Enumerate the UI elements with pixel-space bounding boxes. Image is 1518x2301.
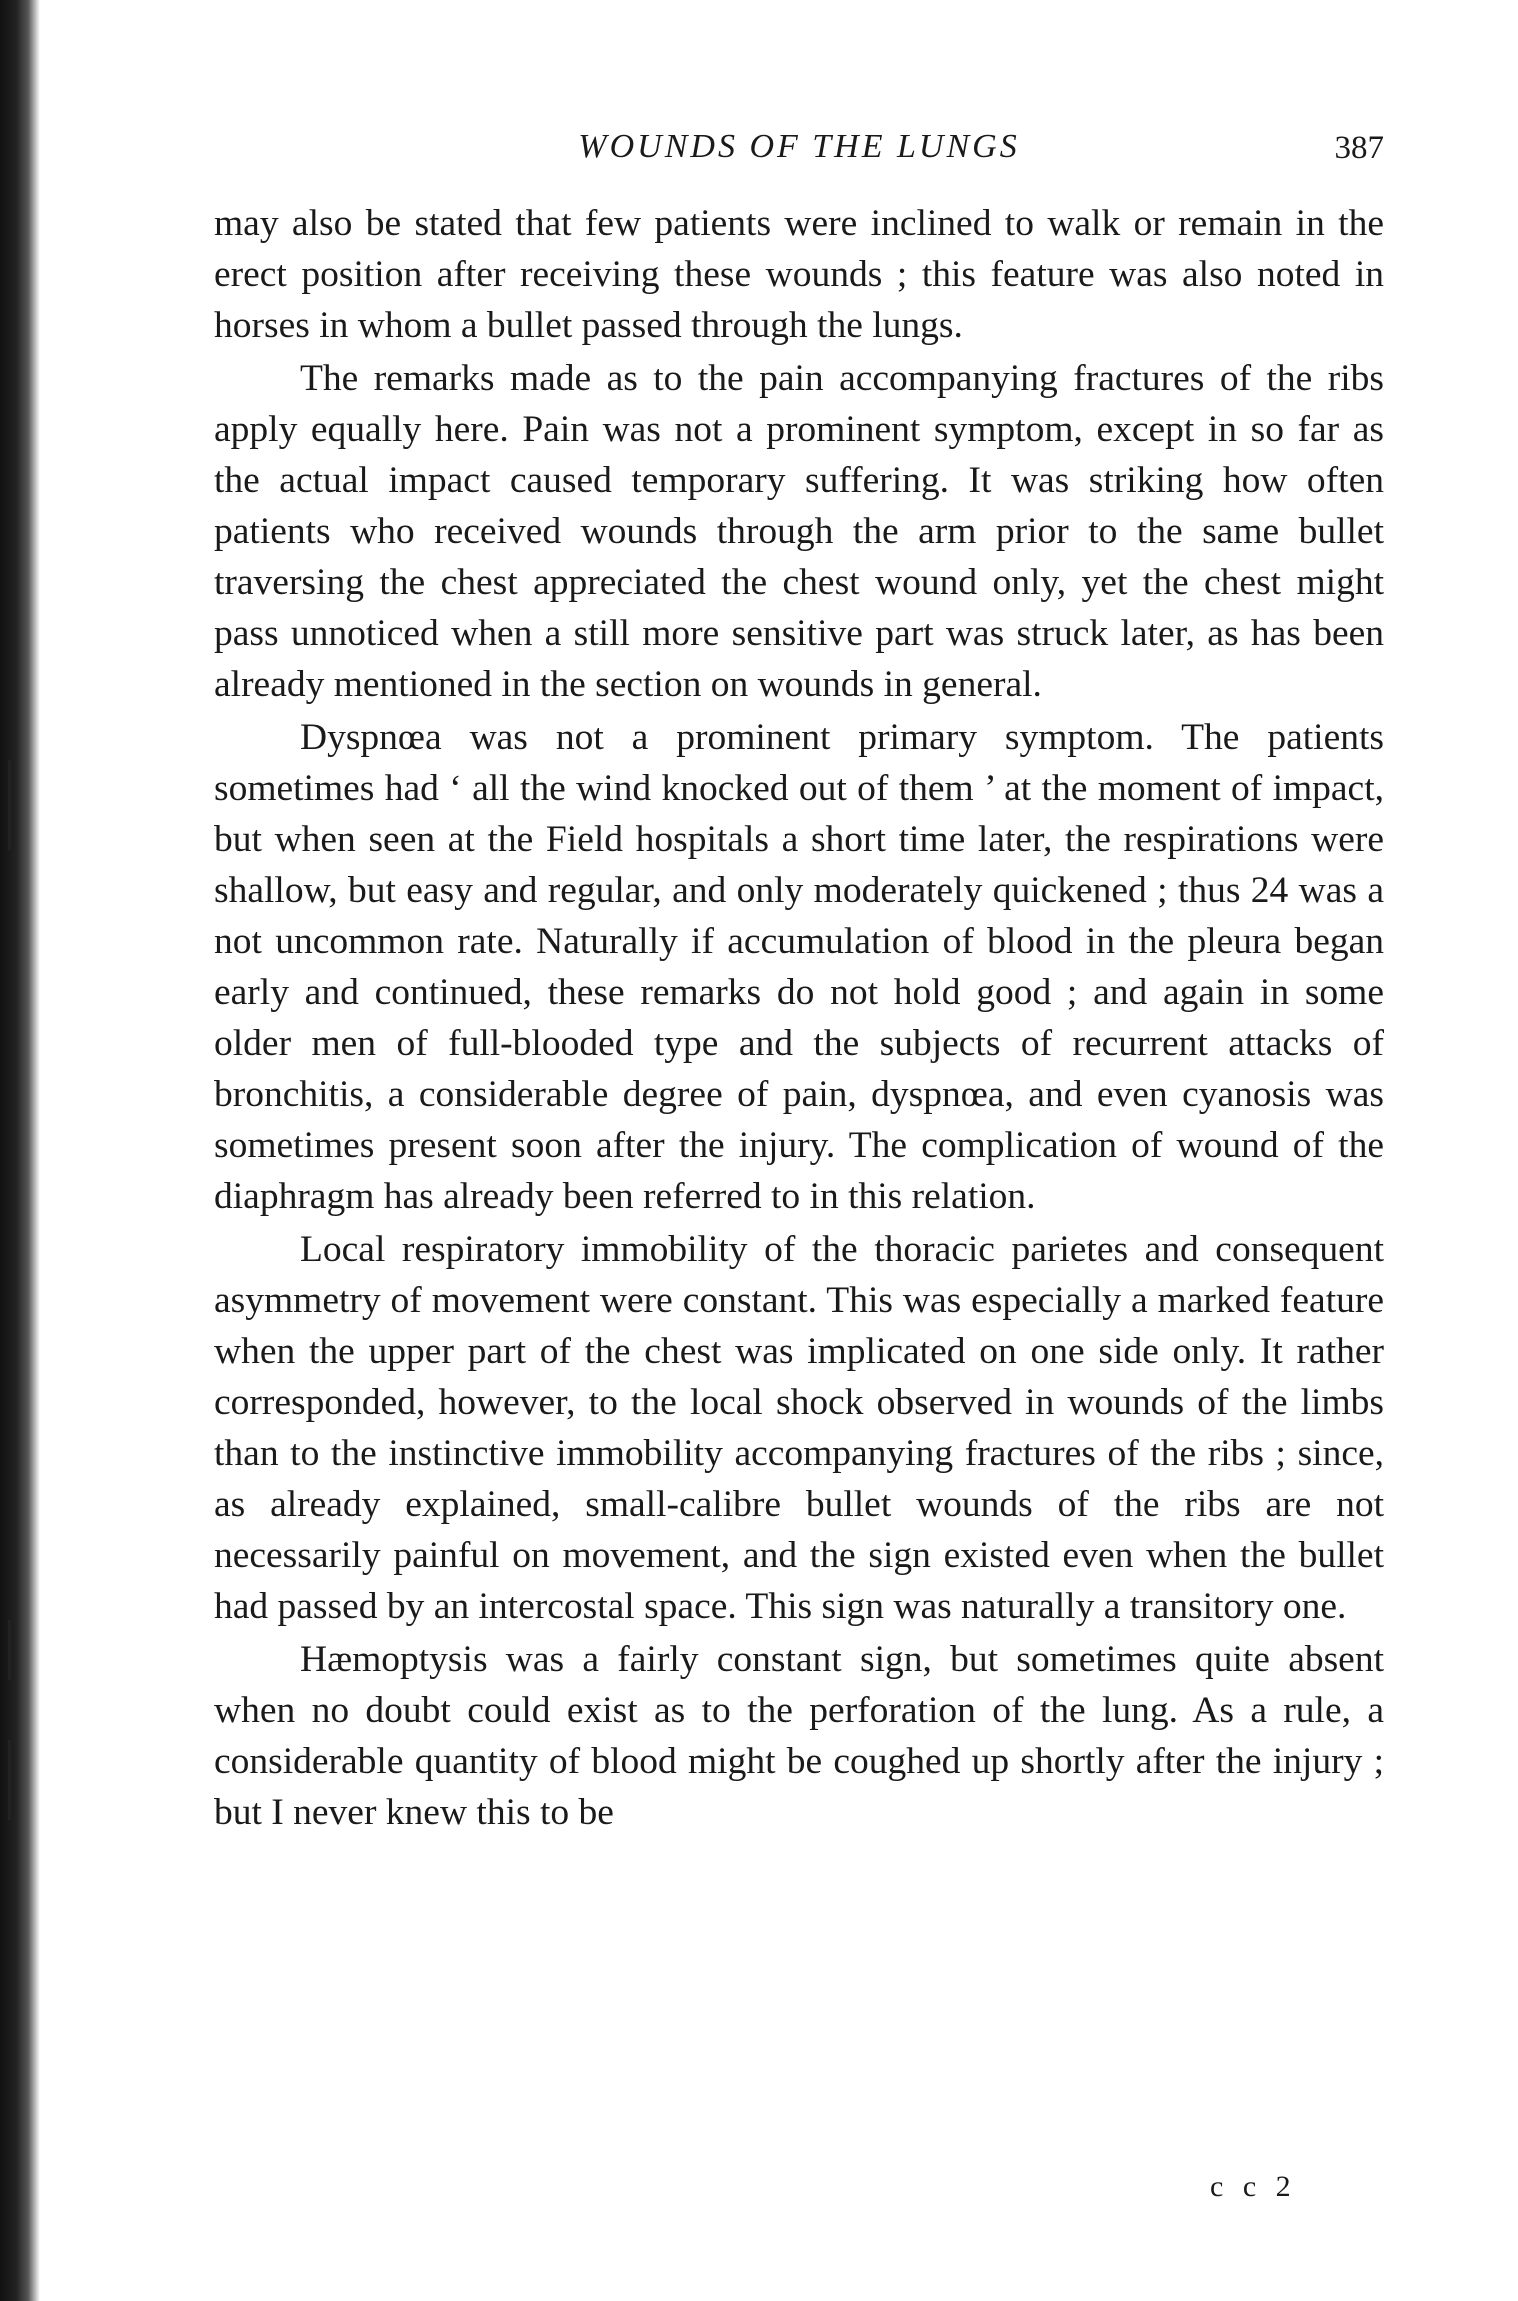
paragraph: Dyspnœa was not a prominent primary symptom. The patients sometimes had ‘ all the wind knocked out of them ’ at the moment of impact, but when seen at the Field hospitals a short time later, the respirations were shallow, but easy and regular, and only moderately quickened ; thus 24 was a not uncommon rate. Naturally if accumulation of blood in the pleura began early and continued, these remarks do not hold good ; and again in some older men of full-blooded type and the subjects of recurrent attacks of bronchitis, a considerable degree of pain, dyspnœa, and even cyanosis was sometimes present soon after the injury. The complication of wound of the diaphragm has already been referred to in this relation. bbox=[214, 717, 1384, 1217]
page-number: 387 bbox=[1334, 130, 1384, 166]
page-binding-edge bbox=[0, 0, 40, 2301]
book-page bbox=[214, 118, 1384, 1838]
running-title: WOUNDS OF THE LUNGS bbox=[578, 128, 1020, 165]
page-header bbox=[214, 118, 1384, 178]
signature-mark: c c 2 bbox=[1210, 2170, 1297, 2203]
binding-mark bbox=[8, 1740, 11, 1820]
binding-mark bbox=[8, 760, 11, 850]
body-text bbox=[214, 198, 1384, 1838]
paragraph: Local respiratory immobility of the thoracic parietes and consequent asymmetry of movement were constant. This was especially a marked feature when the upper part of the chest was implicated on one side only. It rather corresponded, however, to the local shock observed in wounds of the limbs than to the instinctive immobility accompanying fractures of the ribs ; since, as already explained, small-calibre bullet wounds of the ribs are not necessarily painful on movement, and the sign existed even when the bullet had passed by an intercostal space. This sign was naturally a transitory one. bbox=[214, 1229, 1384, 1627]
paragraph-continued: may also be stated that few patients were inclined to walk or remain in the erect position after receiving these wounds ; this feature was also noted in horses in whom a bullet passed through the lungs. bbox=[214, 203, 1384, 346]
binding-mark bbox=[8, 1620, 11, 1680]
paragraph: Hæmoptysis was a fairly constant sign, but sometimes quite absent when no doubt could exist as to the perforation of the lung. As a rule, a considerable quantity of blood might be coughed up shortly after the injury ; but I never knew this to be bbox=[214, 1639, 1384, 1833]
paragraph: The remarks made as to the pain accompanying fractures of the ribs apply equally here. Pain was not a prominent symptom, except in so far as the actual impact caused temporary suffering. It was striking how often patients who received wounds through the arm prior to the same bullet traversing the chest appreciated the chest wound only, yet the chest might pass unnoticed when a still more sensitive part was struck later, as has been already mentioned in the section on wounds in general. bbox=[214, 358, 1384, 705]
